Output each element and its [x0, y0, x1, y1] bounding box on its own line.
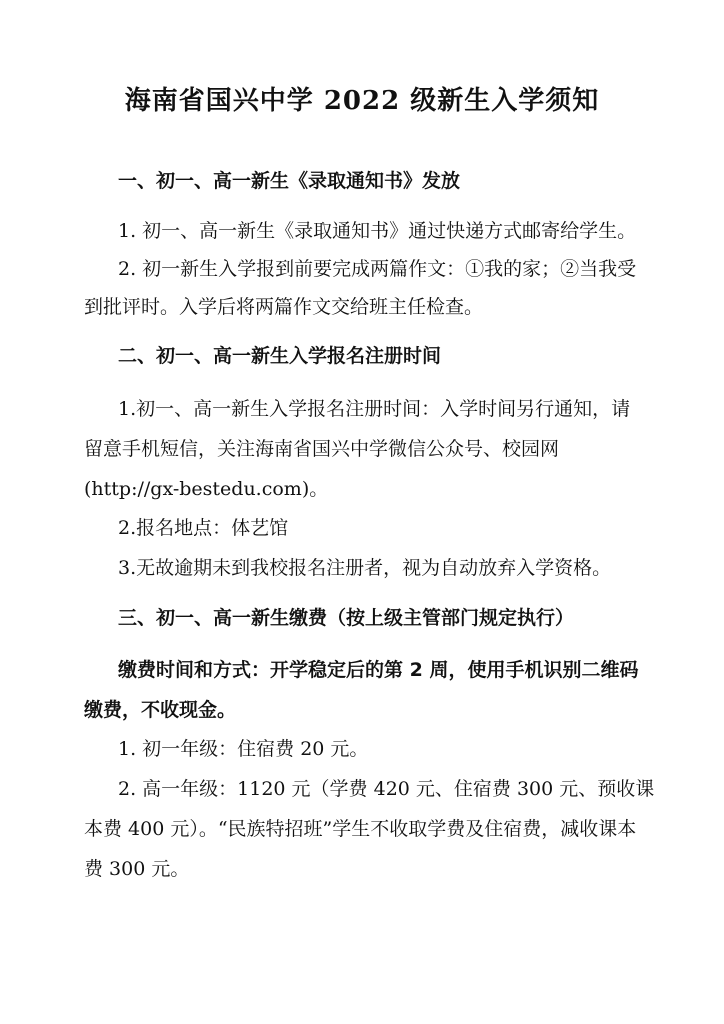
section-3-item-1: 1. 初一年级：住宿费 20 元。 [118, 738, 369, 760]
section-1-item-1: 1. 初一、高一新生《录取通知书》通过快递方式邮寄给学生。 [118, 220, 637, 242]
section-2-item-1-line-1: 1.初一、高一新生入学报名注册时间：入学时间另行通知，请 [118, 398, 631, 420]
page-title: 海南省国兴中学 2022 级新生入学须知 [124, 86, 600, 116]
section-3-item-2-line-1: 2. 高一年级：1120 元（学费 420 元、住宿费 300 元、预收课 [118, 778, 655, 800]
section-3-item-2-line-3: 费 300 元。 [84, 858, 190, 880]
section-2-heading: 二、初一、高一新生入学报名注册时间 [118, 345, 442, 367]
section-3-payment-method-line-1: 缴费时间和方式：开学稳定后的第 2 周，使用手机识别二维码 [118, 659, 639, 681]
section-3-heading: 三、初一、高一新生缴费（按上级主管部门规定执行） [118, 607, 575, 629]
section-2-item-1-line-3: (http://gx-bestedu.com)。 [84, 478, 329, 500]
section-2-item-2: 2.报名地点：体艺馆 [118, 517, 289, 539]
section-3-payment-method-line-2: 缴费，不收现金。 [84, 699, 237, 721]
section-1-item-2-line-2: 到批评时。入学后将两篇作文交给班主任检查。 [84, 296, 484, 318]
section-3-item-2-line-2: 本费 400 元）。“民族特招班”学生不收取学费及住宿费，减收课本 [84, 818, 637, 840]
section-1-item-2-line-1: 2. 初一新生入学报到前要完成两篇作文：①我的家；②当我受 [118, 258, 637, 280]
section-1-heading: 一、初一、高一新生《录取通知书》发放 [118, 170, 461, 192]
section-2-item-3: 3.无故逾期未到我校报名注册者，视为自动放弃入学资格。 [118, 557, 612, 579]
section-2-item-1-line-2: 留意手机短信，关注海南省国兴中学微信公众号、校园网 [84, 438, 560, 460]
